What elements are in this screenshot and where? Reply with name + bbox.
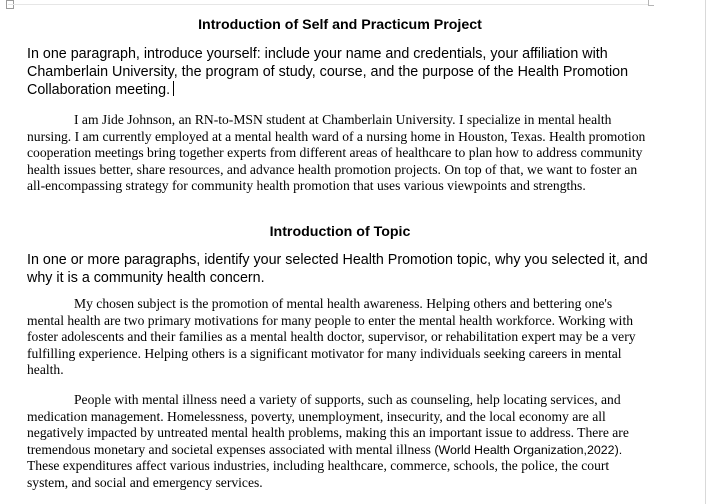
prompt-topic[interactable]: In one or more paragraphs, identify your selected Health Promotion topic, why you selected it, and why it is a community health concern. (27, 252, 648, 286)
citation: (World Health Organization,2022). (434, 442, 623, 457)
body-paragraph-topic-1[interactable]: My chosen subject is the promotion of mental health awareness. Helping others and bettering one's mental health are two primary motivations for many people to enter the mental health workforce. Working with foster adolescents and their families as a mental health doctor, supervisor, or rehabilitation expert may be a very fulfilling experience. Helping others is a significant motivator for many individuals seeking careers in mental health. (27, 296, 636, 378)
text-cursor (173, 81, 174, 96)
section-heading-topic: Introduction of Topic (269, 224, 411, 240)
paragraph-text: People with mental illness need a variety of supports, such as counseling, help locating services, and medication management. Homelessness, poverty, unemployment, insecurity, and the local economy are all negatively impacted by untreated mental health problems, making this an important issue to address. There are tremendous monetary and societal expenses associated with mental illness (27, 392, 629, 457)
table-border (8, 4, 648, 5)
section-heading-self-intro: Introduction of Self and Practicum Project (198, 17, 482, 33)
body-paragraph-self-intro[interactable]: I am Jide Johnson, an RN-to-MSN student at Chamberlain University. I specialize in mental health nursing. I am currently employed at a mental health ward of a nursing home in Houston, Texas. Health promotion cooperation meetings bring together experts from different areas of healthcare to plan how to address community health issues better, share resources, and advance health promotion projects. On top of that, we want to foster an all-encompassing strategy for community health promotion that uses various viewpoints and strengths. (27, 112, 646, 194)
text-boundary-corner (648, 0, 654, 6)
prompt-text: In one paragraph, introduce yourself: include your name and credentials, your affiliation with Chamberlain University, the program of study, course, and the purpose of the Health Promotion Collaboration meeting. (27, 46, 629, 99)
prompt-self-intro[interactable] (27, 46, 667, 100)
body-paragraph-topic-2[interactable] (27, 392, 652, 492)
paragraph-tail: These expenditures affect various industries, including healthcare, commerce, schools, the police, the court system, and social and emergency services. (27, 458, 610, 490)
page-edge (705, 0, 706, 504)
